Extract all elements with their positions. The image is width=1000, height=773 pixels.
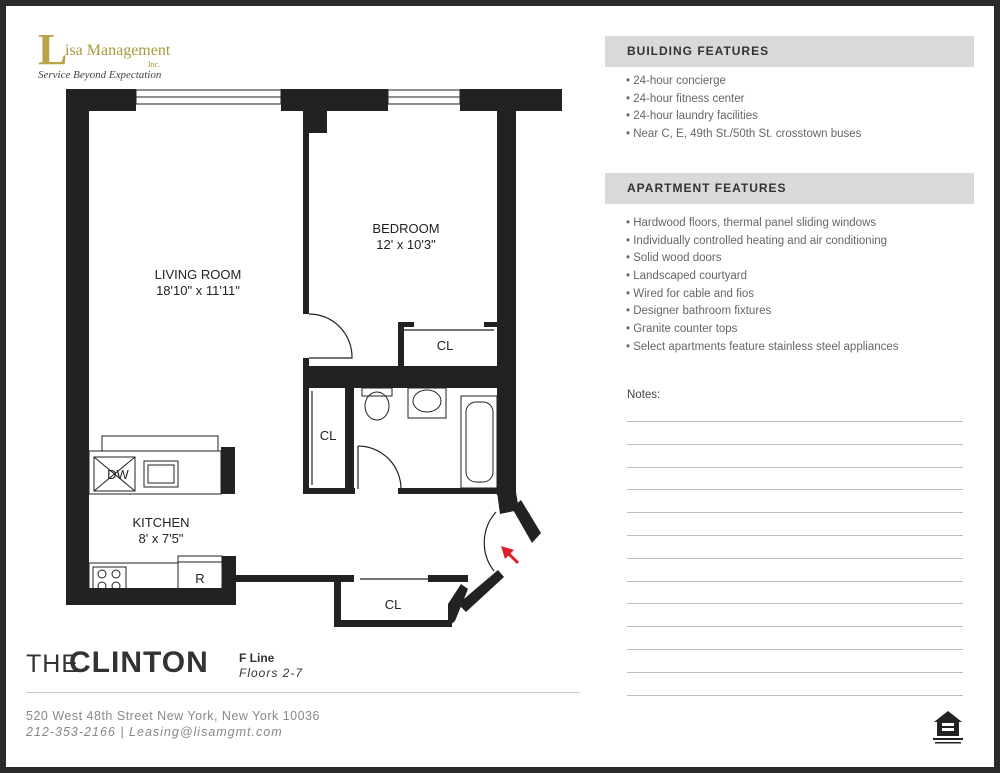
note-line: [627, 558, 963, 559]
apartment-features-heading: APARTMENT FEATURES: [605, 173, 974, 204]
list-item: • 24-hour concierge: [626, 75, 726, 87]
note-line: [627, 444, 963, 445]
kitchen-name: KITCHEN: [132, 515, 190, 530]
list-item: • Solid wood doors: [626, 252, 722, 265]
logo-name: isa Management: [65, 42, 171, 59]
list-item: • Hardwood floors, thermal panel sliding windows: [626, 217, 877, 229]
dishwasher-label: DW: [107, 467, 129, 482]
closet-label: CL: [384, 597, 402, 612]
note-line: [627, 535, 963, 536]
list-item: • Designer bathroom fixtures: [626, 305, 772, 318]
note-line: [627, 581, 963, 582]
list-item: • Individually controlled heating and air conditioning: [626, 234, 888, 247]
closet-label: CL: [319, 428, 337, 443]
note-line: [627, 467, 963, 468]
equal-housing-icon: [932, 709, 964, 745]
logo-inc: Inc.: [148, 60, 161, 69]
list-item: • Select apartments feature stainless steel appliances: [626, 340, 899, 353]
divider: [26, 692, 580, 693]
bedroom-name: BEDROOM: [372, 221, 440, 236]
unit-line: F Line: [239, 651, 275, 665]
note-line: [627, 649, 963, 650]
list-item: • Near C, E, 49th St./50th St. crosstown buses: [626, 128, 862, 141]
note-line: [627, 512, 963, 513]
note-line: [627, 603, 963, 604]
closet-label: CL: [436, 338, 454, 353]
apartment-features-list: [626, 215, 899, 357]
room-labels: [107, 221, 453, 612]
building-title: CLINTON: [69, 646, 209, 679]
building-address: 520 West 48th Street New York, New York 10036: [26, 709, 320, 723]
list-item: • Granite counter tops: [626, 323, 738, 336]
note-line: [627, 421, 963, 422]
building-title-prefix: THE: [26, 650, 79, 678]
logo-tagline: Service Beyond Expectation: [38, 69, 162, 81]
logo-letter: L: [38, 25, 68, 74]
note-line: [627, 695, 963, 696]
list-item: • Landscaped courtyard: [626, 270, 748, 283]
contact-info: 212-353-2166 | Leasing@lisamgmt.com: [26, 725, 283, 739]
list-item: • Wired for cable and fios: [626, 287, 755, 300]
list-item: • 24-hour fitness center: [626, 92, 745, 105]
living-room-name: LIVING ROOM: [154, 267, 242, 282]
unit-floors: Floors 2-7: [239, 666, 304, 680]
entry-arrow-icon: [501, 546, 518, 563]
note-line: [627, 672, 963, 673]
list-item: • 24-hour laundry facilities: [626, 110, 758, 123]
bedroom-size: 12' x 10'3": [376, 237, 436, 252]
floor-plan: [6, 6, 606, 646]
note-line: [627, 489, 963, 490]
bathroom-fixtures: [362, 388, 497, 488]
floorplan-sheet: [6, 6, 994, 767]
building-features-list: [626, 73, 861, 144]
note-line: [627, 626, 963, 627]
notes-label: Notes:: [627, 389, 661, 401]
living-room-size: 18'10" x 11'11": [156, 283, 240, 298]
kitchen-size: 8' x 7'5": [138, 531, 184, 546]
building-features-heading: BUILDING FEATURES: [605, 36, 974, 67]
refrigerator-label: R: [195, 571, 205, 586]
